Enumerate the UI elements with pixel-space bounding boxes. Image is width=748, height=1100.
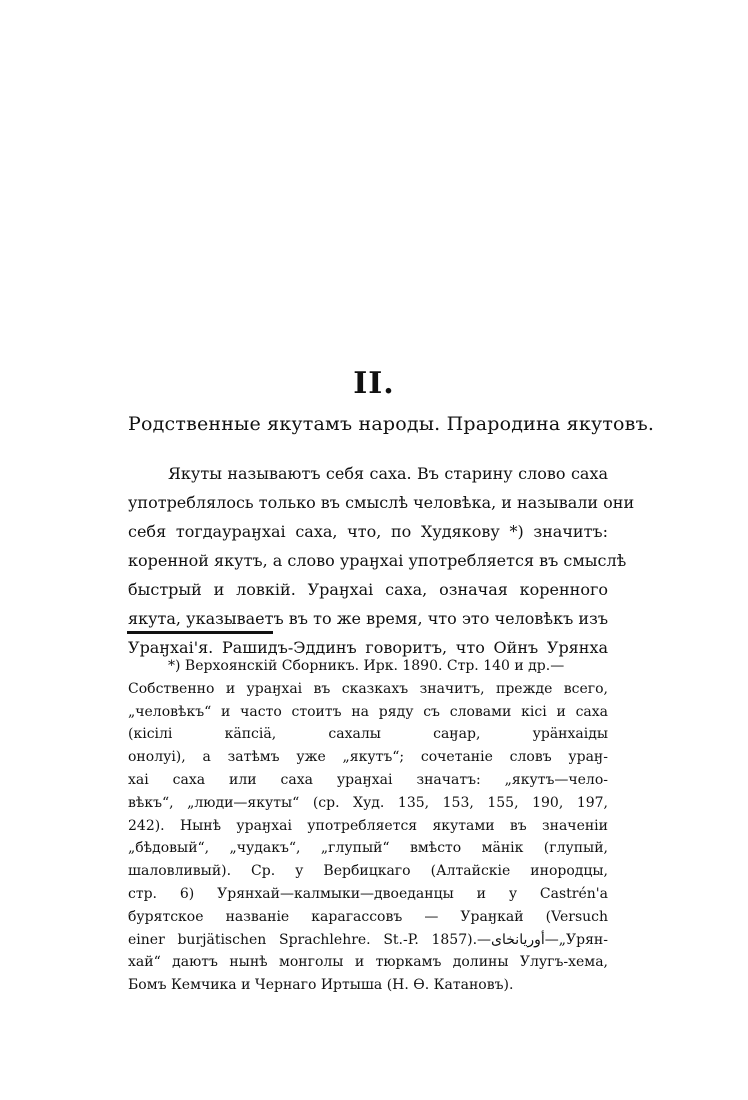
body-line: якута, указываетъ въ то же время, что это человѣкъ изъ bbox=[128, 609, 608, 628]
footnote-line: хаі саха или саха ураӈхаі значатъ: „якутъ—чело- bbox=[128, 771, 608, 788]
footnote-separator bbox=[127, 631, 273, 634]
footnote-line: 242). Нынѣ ураӈхаі употребляется якутами въ значеніи bbox=[128, 817, 608, 834]
footnote-line: Бомъ Кемчика и Чернаго Иртыша (Н. Ѳ. Катановъ). bbox=[128, 977, 514, 994]
body-line: себя тогдаураӈхаі саха, что, по Худякову *) значитъ: bbox=[128, 522, 608, 541]
chapter-number: II. bbox=[353, 366, 395, 401]
footnote-line: стр. 6) Урянхай—калмыки—двоеданцы и у Castrén'а bbox=[128, 885, 608, 902]
footnote-line: *) Верхоянскій Сборникъ. Ирк. 1890. Стр. 140 и др.— bbox=[168, 658, 565, 674]
body-line: быстрый и ловкій. Ураӈхаі саха, означая коренного bbox=[128, 580, 608, 599]
chapter-title: Родственные якутамъ народы. Прародина якутовъ. bbox=[128, 413, 655, 435]
footnote bbox=[128, 655, 608, 997]
footnote-line: (кісілі кäпсіä, сахалы саӈар, урäнхаіды bbox=[128, 726, 608, 743]
footnote-line: einer burjätischen Sprachlehre. St.-P. 1857).—أوريانخاى—„Урян- bbox=[128, 931, 608, 948]
footnote-line: онолуі), а затѣмъ уже „якутъ“; сочетаніе словъ ураӈ- bbox=[128, 749, 608, 766]
footnote-line: вѣкъ“, „люди—якуты“ (ср. Худ. 135, 153, 155, 190, 197, bbox=[128, 794, 608, 811]
footnote-line: хай“ даютъ нынѣ монголы и тюркамъ долины Улугъ-хема, bbox=[128, 954, 608, 971]
footnote-line: „бѣдовый“, „чудакъ“, „глупый“ вмѣсто мäнік (глупый, bbox=[128, 840, 608, 857]
footnote-line: шаловливый). Ср. у Вербицкаго (Алтайскіе инородцы, bbox=[128, 863, 608, 880]
body-line: Ураӈхаі'я. Рашидъ-Эддинъ говоритъ, что Ойнъ Урянха bbox=[128, 638, 608, 657]
footnote-line: бурятское названіе карагассовъ — Ураӈкай (Versuch bbox=[128, 908, 608, 925]
footnote-line: „человѣкъ“ и часто стоитъ на ряду съ словами кісі и саха bbox=[128, 703, 608, 720]
body-line: Якуты называютъ себя саха. Въ старину слово саха bbox=[168, 464, 608, 483]
body-line: употреблялось только въ смыслѣ человѣка, и называли они bbox=[128, 493, 635, 512]
footnote-line: Собственно и ураӈхаі въ сказкахъ значитъ, прежде всего, bbox=[128, 680, 608, 697]
body-line: коренной якутъ, а слово ураӈхаі употребляется въ смыслѣ bbox=[128, 551, 627, 570]
